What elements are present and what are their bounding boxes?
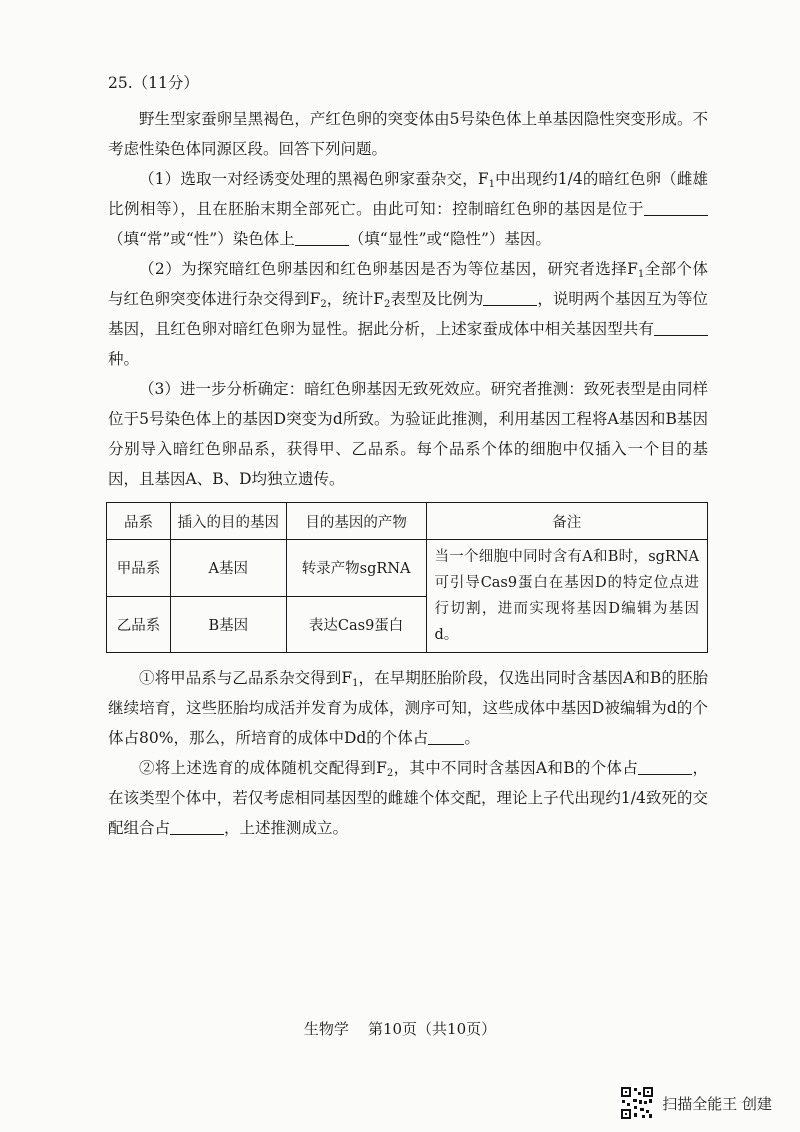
subquestion-1: ①将甲品系与乙品系杂交得到$F_1$，在早期胚胎阶段，仅选出同时含基因A和B的胚胎继续培育，这些胚胎均成活并发育为成体，测序可知，这些成体中基因D被编辑为d的个体占80%，那么，所培育的成体中Dd的个体占 。	[108, 669, 708, 747]
answer-blank	[170, 819, 224, 836]
footer-subject: 生物学	[303, 1020, 349, 1038]
table-cell-product: 转录产物sgRNA	[286, 540, 426, 597]
table-header: 备注	[426, 503, 708, 540]
answer-blank	[654, 320, 708, 337]
question-intro: 野生型家蚕卵呈黑褐色，产红色卵的突变体由5号染色体上单基因隐性突变形成。不考虑性染色体同源区段。回答下列问题。	[108, 110, 708, 158]
answer-blank	[483, 290, 537, 307]
answer-blank	[295, 230, 349, 247]
table-cell-strain: 甲品系	[107, 540, 171, 597]
answer-blank	[638, 759, 692, 776]
footer-page-number: 第10页（共10页）	[367, 1020, 497, 1038]
table-cell-strain: 乙品系	[107, 596, 171, 653]
subquestion-2: ②将上述选育的成体随机交配得到$F_2$，其中不同时含基因A和B的个体占 ，在该类型个体中，若仅考虑相同基因型的雌雄个体交配，理论上子代出现约1/4致死的交配组合占 ，上述推测成立。	[108, 759, 708, 837]
table-cell-note: 当一个细胞中同时含有A和B时，sgRNA可引导Cas9蛋白在基因D的特定位点进行切割，进而实现将基因D编辑为基因d。	[426, 540, 708, 653]
table-header: 品系	[107, 503, 171, 540]
table-cell-product: 表达Cas9蛋白	[286, 596, 426, 653]
watermark-text: 扫描全能王 创建	[662, 1094, 772, 1113]
table-header-row	[107, 503, 708, 540]
strain-table	[106, 502, 708, 653]
table-row	[107, 540, 708, 597]
part-1: （1）选取一对经诱变处理的黑褐色卵家蚕杂交，$F_1$中出现约1/4的暗红色卵（雌雄比例相等），且在胚胎末期全部死亡。由此可知：控制暗红色卵的基因是位于（填“常”或“性”）染色体上 （填“显性”或“隐性”）基因。	[108, 170, 708, 248]
table-header: 插入的目的基因	[170, 503, 286, 540]
scanner-watermark	[620, 1086, 772, 1120]
question-number: 25.（11分）	[108, 74, 199, 92]
table-cell-gene: A基因	[170, 540, 286, 597]
part-3: （3）进一步分析确定：暗红色卵基因无致死效应。研究者推测：致死表型是由同样位于5号染色体上的基因D突变为d所致。为验证此推测，利用基因工程将A基因和B基因分别导入暗红色卵品系，获得甲、乙品系。每个品系个体的细胞中仅插入一个目的基因，且基因A、B、D均独立遗传。	[108, 380, 708, 488]
answer-blank	[428, 729, 464, 746]
question-25	[108, 70, 708, 843]
table-cell-gene: B基因	[170, 596, 286, 653]
page-footer	[0, 1018, 800, 1039]
answer-blank	[644, 200, 708, 217]
part-2: （2）为探究暗红色卵基因和红色卵基因是否为等位基因，研究者选择$F_1$全部个体与红色卵突变体进行杂交得到$F_2$，统计$F_2$表型及比例为 ，说明两个基因互为等位基因，且红色卵对暗红色卵为显性。据此分析，上述家蚕成体中相关基因型共有种。	[108, 260, 708, 368]
qr-code-icon	[620, 1086, 654, 1120]
table-header: 目的基因的产物	[286, 503, 426, 540]
